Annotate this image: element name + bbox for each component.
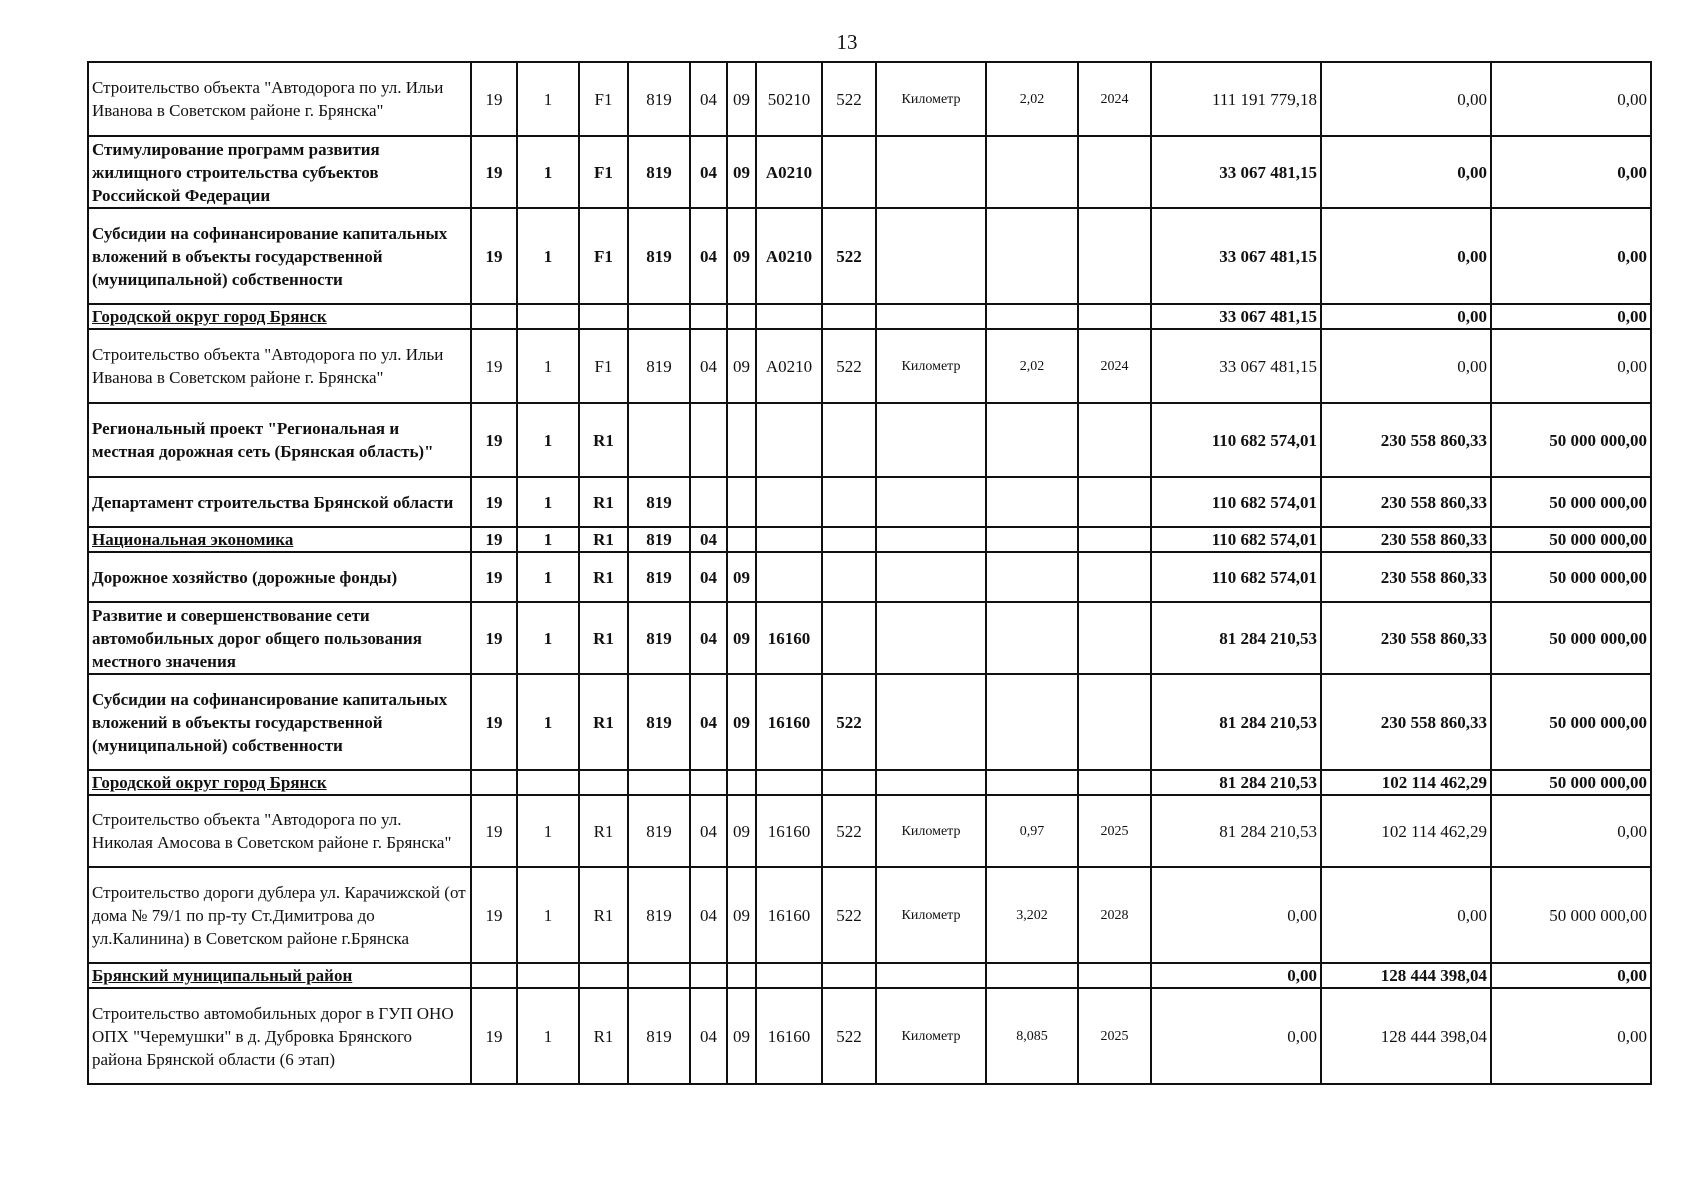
cell-pp: 1	[517, 477, 579, 527]
cell-year: 2025	[1078, 795, 1151, 867]
table-row	[88, 988, 1651, 1084]
cell-rz: 04	[690, 552, 727, 602]
cell-grbs: 819	[628, 867, 690, 963]
cell-rz: 04	[690, 674, 727, 770]
cell-grbs: 819	[628, 795, 690, 867]
cell-sum-1: 111 191 779,18	[1151, 62, 1321, 136]
cell-sum-2: 230 558 860,33	[1321, 527, 1491, 552]
cell-year	[1078, 674, 1151, 770]
cell-grbs	[628, 304, 690, 329]
cell-sum-1: 110 682 574,01	[1151, 527, 1321, 552]
cell-pr: 09	[727, 602, 756, 674]
cell-sum-3: 0,00	[1491, 795, 1651, 867]
cell-year	[1078, 477, 1151, 527]
cell-power	[986, 136, 1078, 208]
cell-sum-2: 230 558 860,33	[1321, 602, 1491, 674]
table-row	[88, 208, 1651, 304]
cell-year: 2025	[1078, 988, 1151, 1084]
cell-project: R1	[579, 674, 628, 770]
cell-unit	[876, 963, 986, 988]
cell-sum-2: 128 444 398,04	[1321, 988, 1491, 1084]
cell-sum-1: 33 067 481,15	[1151, 329, 1321, 403]
cell-sum-2: 0,00	[1321, 136, 1491, 208]
cell-sum-2: 0,00	[1321, 867, 1491, 963]
cell-sum-3: 0,00	[1491, 304, 1651, 329]
cell-project: F1	[579, 208, 628, 304]
cell-grbs: 819	[628, 988, 690, 1084]
cell-gp	[471, 304, 517, 329]
cell-year	[1078, 208, 1151, 304]
cell-pr: 09	[727, 329, 756, 403]
cell-project	[579, 770, 628, 795]
cell-rz	[690, 963, 727, 988]
cell-power: 2,02	[986, 329, 1078, 403]
cell-pr: 09	[727, 552, 756, 602]
cell-year: 2024	[1078, 329, 1151, 403]
cell-csr	[756, 477, 822, 527]
cell-pp: 1	[517, 552, 579, 602]
row-name: Городской округ город Брянск	[88, 770, 471, 795]
cell-power	[986, 770, 1078, 795]
cell-year	[1078, 527, 1151, 552]
table-row	[88, 552, 1651, 602]
cell-vr: 522	[822, 329, 876, 403]
cell-csr: А0210	[756, 136, 822, 208]
cell-sum-2: 230 558 860,33	[1321, 674, 1491, 770]
row-name: Строительство автомобильных дорог в ГУП ОНО ОПХ "Черемушки" в д. Дубровка Брянского района Брянской области (6 этап)	[88, 988, 471, 1084]
cell-power	[986, 602, 1078, 674]
cell-power	[986, 963, 1078, 988]
cell-pp: 1	[517, 527, 579, 552]
cell-sum-1: 110 682 574,01	[1151, 552, 1321, 602]
cell-sum-3: 50 000 000,00	[1491, 403, 1651, 477]
cell-unit	[876, 208, 986, 304]
cell-project: R1	[579, 867, 628, 963]
cell-grbs: 819	[628, 527, 690, 552]
cell-sum-3: 0,00	[1491, 208, 1651, 304]
cell-unit: Километр	[876, 62, 986, 136]
row-name: Строительство объекта "Автодорога по ул. Николая Амосова в Советском районе г. Брянска"	[88, 795, 471, 867]
cell-sum-3: 50 000 000,00	[1491, 527, 1651, 552]
cell-gp: 19	[471, 867, 517, 963]
cell-sum-2: 230 558 860,33	[1321, 403, 1491, 477]
cell-csr: А0210	[756, 329, 822, 403]
cell-gp: 19	[471, 136, 517, 208]
cell-sum-1: 0,00	[1151, 867, 1321, 963]
cell-pr: 09	[727, 208, 756, 304]
budget-table	[87, 61, 1652, 1085]
cell-vr	[822, 770, 876, 795]
cell-unit	[876, 136, 986, 208]
cell-sum-1: 33 067 481,15	[1151, 136, 1321, 208]
cell-power	[986, 208, 1078, 304]
table-row	[88, 795, 1651, 867]
table-row	[88, 602, 1651, 674]
cell-project	[579, 304, 628, 329]
cell-gp	[471, 770, 517, 795]
row-name: Строительство объекта "Автодорога по ул. Ильи Иванова в Советском районе г. Брянска"	[88, 329, 471, 403]
cell-power	[986, 527, 1078, 552]
cell-pr	[727, 304, 756, 329]
cell-year	[1078, 403, 1151, 477]
cell-csr	[756, 304, 822, 329]
row-name: Субсидии на софинансирование капитальных вложений в объекты государственной (муниципальной) собственности	[88, 208, 471, 304]
cell-rz: 04	[690, 867, 727, 963]
row-name: Развитие и совершенствование сети автомобильных дорог общего пользования местного значения	[88, 602, 471, 674]
cell-year: 2028	[1078, 867, 1151, 963]
cell-project: R1	[579, 552, 628, 602]
cell-sum-2: 102 114 462,29	[1321, 795, 1491, 867]
cell-sum-1: 33 067 481,15	[1151, 208, 1321, 304]
cell-gp: 19	[471, 988, 517, 1084]
cell-project: R1	[579, 477, 628, 527]
cell-csr: 16160	[756, 602, 822, 674]
cell-vr	[822, 136, 876, 208]
table-row	[88, 963, 1651, 988]
cell-year	[1078, 770, 1151, 795]
cell-power	[986, 477, 1078, 527]
table-row	[88, 674, 1651, 770]
cell-power	[986, 552, 1078, 602]
cell-pr: 09	[727, 136, 756, 208]
cell-pp: 1	[517, 136, 579, 208]
cell-grbs: 819	[628, 208, 690, 304]
cell-vr: 522	[822, 62, 876, 136]
cell-sum-2: 0,00	[1321, 208, 1491, 304]
cell-year	[1078, 602, 1151, 674]
row-name: Стимулирование программ развития жилищного строительства субъектов Российской Федерации	[88, 136, 471, 208]
cell-gp: 19	[471, 329, 517, 403]
cell-gp: 19	[471, 795, 517, 867]
cell-sum-2: 230 558 860,33	[1321, 552, 1491, 602]
cell-rz: 04	[690, 136, 727, 208]
cell-unit	[876, 770, 986, 795]
cell-sum-1: 0,00	[1151, 988, 1321, 1084]
cell-project: F1	[579, 136, 628, 208]
cell-csr: 50210	[756, 62, 822, 136]
cell-power: 0,97	[986, 795, 1078, 867]
cell-pr	[727, 403, 756, 477]
cell-vr	[822, 602, 876, 674]
cell-project: R1	[579, 403, 628, 477]
cell-grbs	[628, 770, 690, 795]
cell-pp	[517, 304, 579, 329]
cell-rz	[690, 770, 727, 795]
table-row	[88, 62, 1651, 136]
cell-sum-3: 50 000 000,00	[1491, 552, 1651, 602]
cell-power	[986, 304, 1078, 329]
row-name: Строительство дороги дублера ул. Карачижской (от дома № 79/1 по пр-ту Ст.Димитрова до ул.Калинина) в Советском районе г.Брянска	[88, 867, 471, 963]
cell-pp: 1	[517, 795, 579, 867]
row-name: Субсидии на софинансирование капитальных вложений в объекты государственной (муниципальной) собственности	[88, 674, 471, 770]
cell-sum-2: 0,00	[1321, 329, 1491, 403]
cell-sum-1: 81 284 210,53	[1151, 770, 1321, 795]
cell-csr: 16160	[756, 674, 822, 770]
cell-sum-2: 128 444 398,04	[1321, 963, 1491, 988]
row-name: Департамент строительства Брянской области	[88, 477, 471, 527]
cell-sum-1: 81 284 210,53	[1151, 674, 1321, 770]
cell-sum-3: 0,00	[1491, 963, 1651, 988]
cell-grbs: 819	[628, 136, 690, 208]
cell-grbs: 819	[628, 602, 690, 674]
cell-pp	[517, 963, 579, 988]
cell-sum-1: 81 284 210,53	[1151, 795, 1321, 867]
row-name: Строительство объекта "Автодорога по ул. Ильи Иванова в Советском районе г. Брянска"	[88, 62, 471, 136]
cell-unit: Километр	[876, 329, 986, 403]
cell-power: 8,085	[986, 988, 1078, 1084]
cell-sum-3: 50 000 000,00	[1491, 602, 1651, 674]
cell-sum-1: 0,00	[1151, 963, 1321, 988]
cell-grbs	[628, 963, 690, 988]
cell-project: R1	[579, 527, 628, 552]
cell-unit	[876, 674, 986, 770]
cell-sum-3: 0,00	[1491, 62, 1651, 136]
cell-year	[1078, 963, 1151, 988]
cell-grbs: 819	[628, 552, 690, 602]
cell-pp: 1	[517, 329, 579, 403]
cell-sum-2: 230 558 860,33	[1321, 477, 1491, 527]
cell-gp: 19	[471, 552, 517, 602]
cell-rz: 04	[690, 329, 727, 403]
cell-sum-2: 0,00	[1321, 62, 1491, 136]
cell-gp	[471, 963, 517, 988]
cell-csr	[756, 770, 822, 795]
cell-gp: 19	[471, 477, 517, 527]
cell-grbs	[628, 403, 690, 477]
cell-rz	[690, 304, 727, 329]
cell-csr: 16160	[756, 795, 822, 867]
cell-csr: 16160	[756, 867, 822, 963]
cell-gp: 19	[471, 403, 517, 477]
row-name: Национальная экономика	[88, 527, 471, 552]
cell-gp: 19	[471, 674, 517, 770]
cell-power	[986, 674, 1078, 770]
cell-vr	[822, 403, 876, 477]
cell-pp: 1	[517, 988, 579, 1084]
row-name: Дорожное хозяйство (дорожные фонды)	[88, 552, 471, 602]
cell-pr: 09	[727, 867, 756, 963]
cell-sum-1: 110 682 574,01	[1151, 477, 1321, 527]
cell-csr: 16160	[756, 988, 822, 1084]
table-row	[88, 770, 1651, 795]
cell-vr	[822, 527, 876, 552]
cell-vr: 522	[822, 208, 876, 304]
table-row	[88, 527, 1651, 552]
cell-pp: 1	[517, 674, 579, 770]
cell-unit	[876, 602, 986, 674]
row-name: Брянский муниципальный район	[88, 963, 471, 988]
cell-sum-1: 81 284 210,53	[1151, 602, 1321, 674]
cell-vr: 522	[822, 674, 876, 770]
cell-sum-3: 0,00	[1491, 988, 1651, 1084]
cell-unit	[876, 527, 986, 552]
cell-rz: 04	[690, 62, 727, 136]
cell-rz: 04	[690, 795, 727, 867]
cell-pp: 1	[517, 62, 579, 136]
cell-gp: 19	[471, 527, 517, 552]
cell-sum-1: 33 067 481,15	[1151, 304, 1321, 329]
cell-pr	[727, 963, 756, 988]
cell-pr	[727, 477, 756, 527]
cell-sum-2: 0,00	[1321, 304, 1491, 329]
cell-rz: 04	[690, 208, 727, 304]
cell-csr	[756, 527, 822, 552]
cell-sum-1: 110 682 574,01	[1151, 403, 1321, 477]
cell-unit	[876, 552, 986, 602]
cell-power	[986, 403, 1078, 477]
cell-year	[1078, 136, 1151, 208]
cell-csr: А0210	[756, 208, 822, 304]
cell-csr	[756, 403, 822, 477]
cell-unit	[876, 403, 986, 477]
table-row	[88, 867, 1651, 963]
cell-vr: 522	[822, 867, 876, 963]
row-name: Городской округ город Брянск	[88, 304, 471, 329]
cell-rz	[690, 477, 727, 527]
cell-project	[579, 963, 628, 988]
cell-vr	[822, 552, 876, 602]
table-row	[88, 329, 1651, 403]
cell-pp: 1	[517, 867, 579, 963]
cell-rz: 04	[690, 988, 727, 1084]
cell-power: 3,202	[986, 867, 1078, 963]
cell-year	[1078, 552, 1151, 602]
cell-vr: 522	[822, 988, 876, 1084]
cell-power: 2,02	[986, 62, 1078, 136]
cell-pp	[517, 770, 579, 795]
cell-rz: 04	[690, 602, 727, 674]
cell-project: F1	[579, 62, 628, 136]
cell-sum-3: 0,00	[1491, 136, 1651, 208]
cell-pp: 1	[517, 602, 579, 674]
cell-unit	[876, 304, 986, 329]
cell-project: F1	[579, 329, 628, 403]
cell-pr	[727, 527, 756, 552]
cell-pr: 09	[727, 674, 756, 770]
table-row	[88, 304, 1651, 329]
cell-grbs: 819	[628, 674, 690, 770]
cell-rz	[690, 403, 727, 477]
cell-grbs: 819	[628, 62, 690, 136]
cell-unit: Километр	[876, 795, 986, 867]
cell-sum-3: 50 000 000,00	[1491, 770, 1651, 795]
cell-project: R1	[579, 602, 628, 674]
cell-sum-3: 50 000 000,00	[1491, 477, 1651, 527]
cell-pr	[727, 770, 756, 795]
cell-vr	[822, 963, 876, 988]
cell-gp: 19	[471, 602, 517, 674]
cell-unit: Километр	[876, 867, 986, 963]
cell-csr	[756, 963, 822, 988]
table-row	[88, 136, 1651, 208]
cell-sum-3: 50 000 000,00	[1491, 867, 1651, 963]
cell-year	[1078, 304, 1151, 329]
cell-pr: 09	[727, 795, 756, 867]
cell-unit	[876, 477, 986, 527]
cell-grbs: 819	[628, 477, 690, 527]
cell-gp: 19	[471, 208, 517, 304]
cell-vr	[822, 304, 876, 329]
cell-project: R1	[579, 988, 628, 1084]
page-number: 13	[836, 30, 858, 54]
cell-csr	[756, 552, 822, 602]
cell-grbs: 819	[628, 329, 690, 403]
cell-year: 2024	[1078, 62, 1151, 136]
cell-sum-3: 50 000 000,00	[1491, 674, 1651, 770]
table-row	[88, 403, 1651, 477]
cell-project: R1	[579, 795, 628, 867]
cell-unit: Километр	[876, 988, 986, 1084]
cell-pr: 09	[727, 988, 756, 1084]
cell-vr: 522	[822, 795, 876, 867]
cell-rz: 04	[690, 527, 727, 552]
cell-pr: 09	[727, 62, 756, 136]
cell-vr	[822, 477, 876, 527]
cell-pp: 1	[517, 403, 579, 477]
cell-pp: 1	[517, 208, 579, 304]
cell-sum-3: 0,00	[1491, 329, 1651, 403]
row-name: Региональный проект "Региональная и местная дорожная сеть (Брянская область)"	[88, 403, 471, 477]
table-row	[88, 477, 1651, 527]
cell-gp: 19	[471, 62, 517, 136]
cell-sum-2: 102 114 462,29	[1321, 770, 1491, 795]
